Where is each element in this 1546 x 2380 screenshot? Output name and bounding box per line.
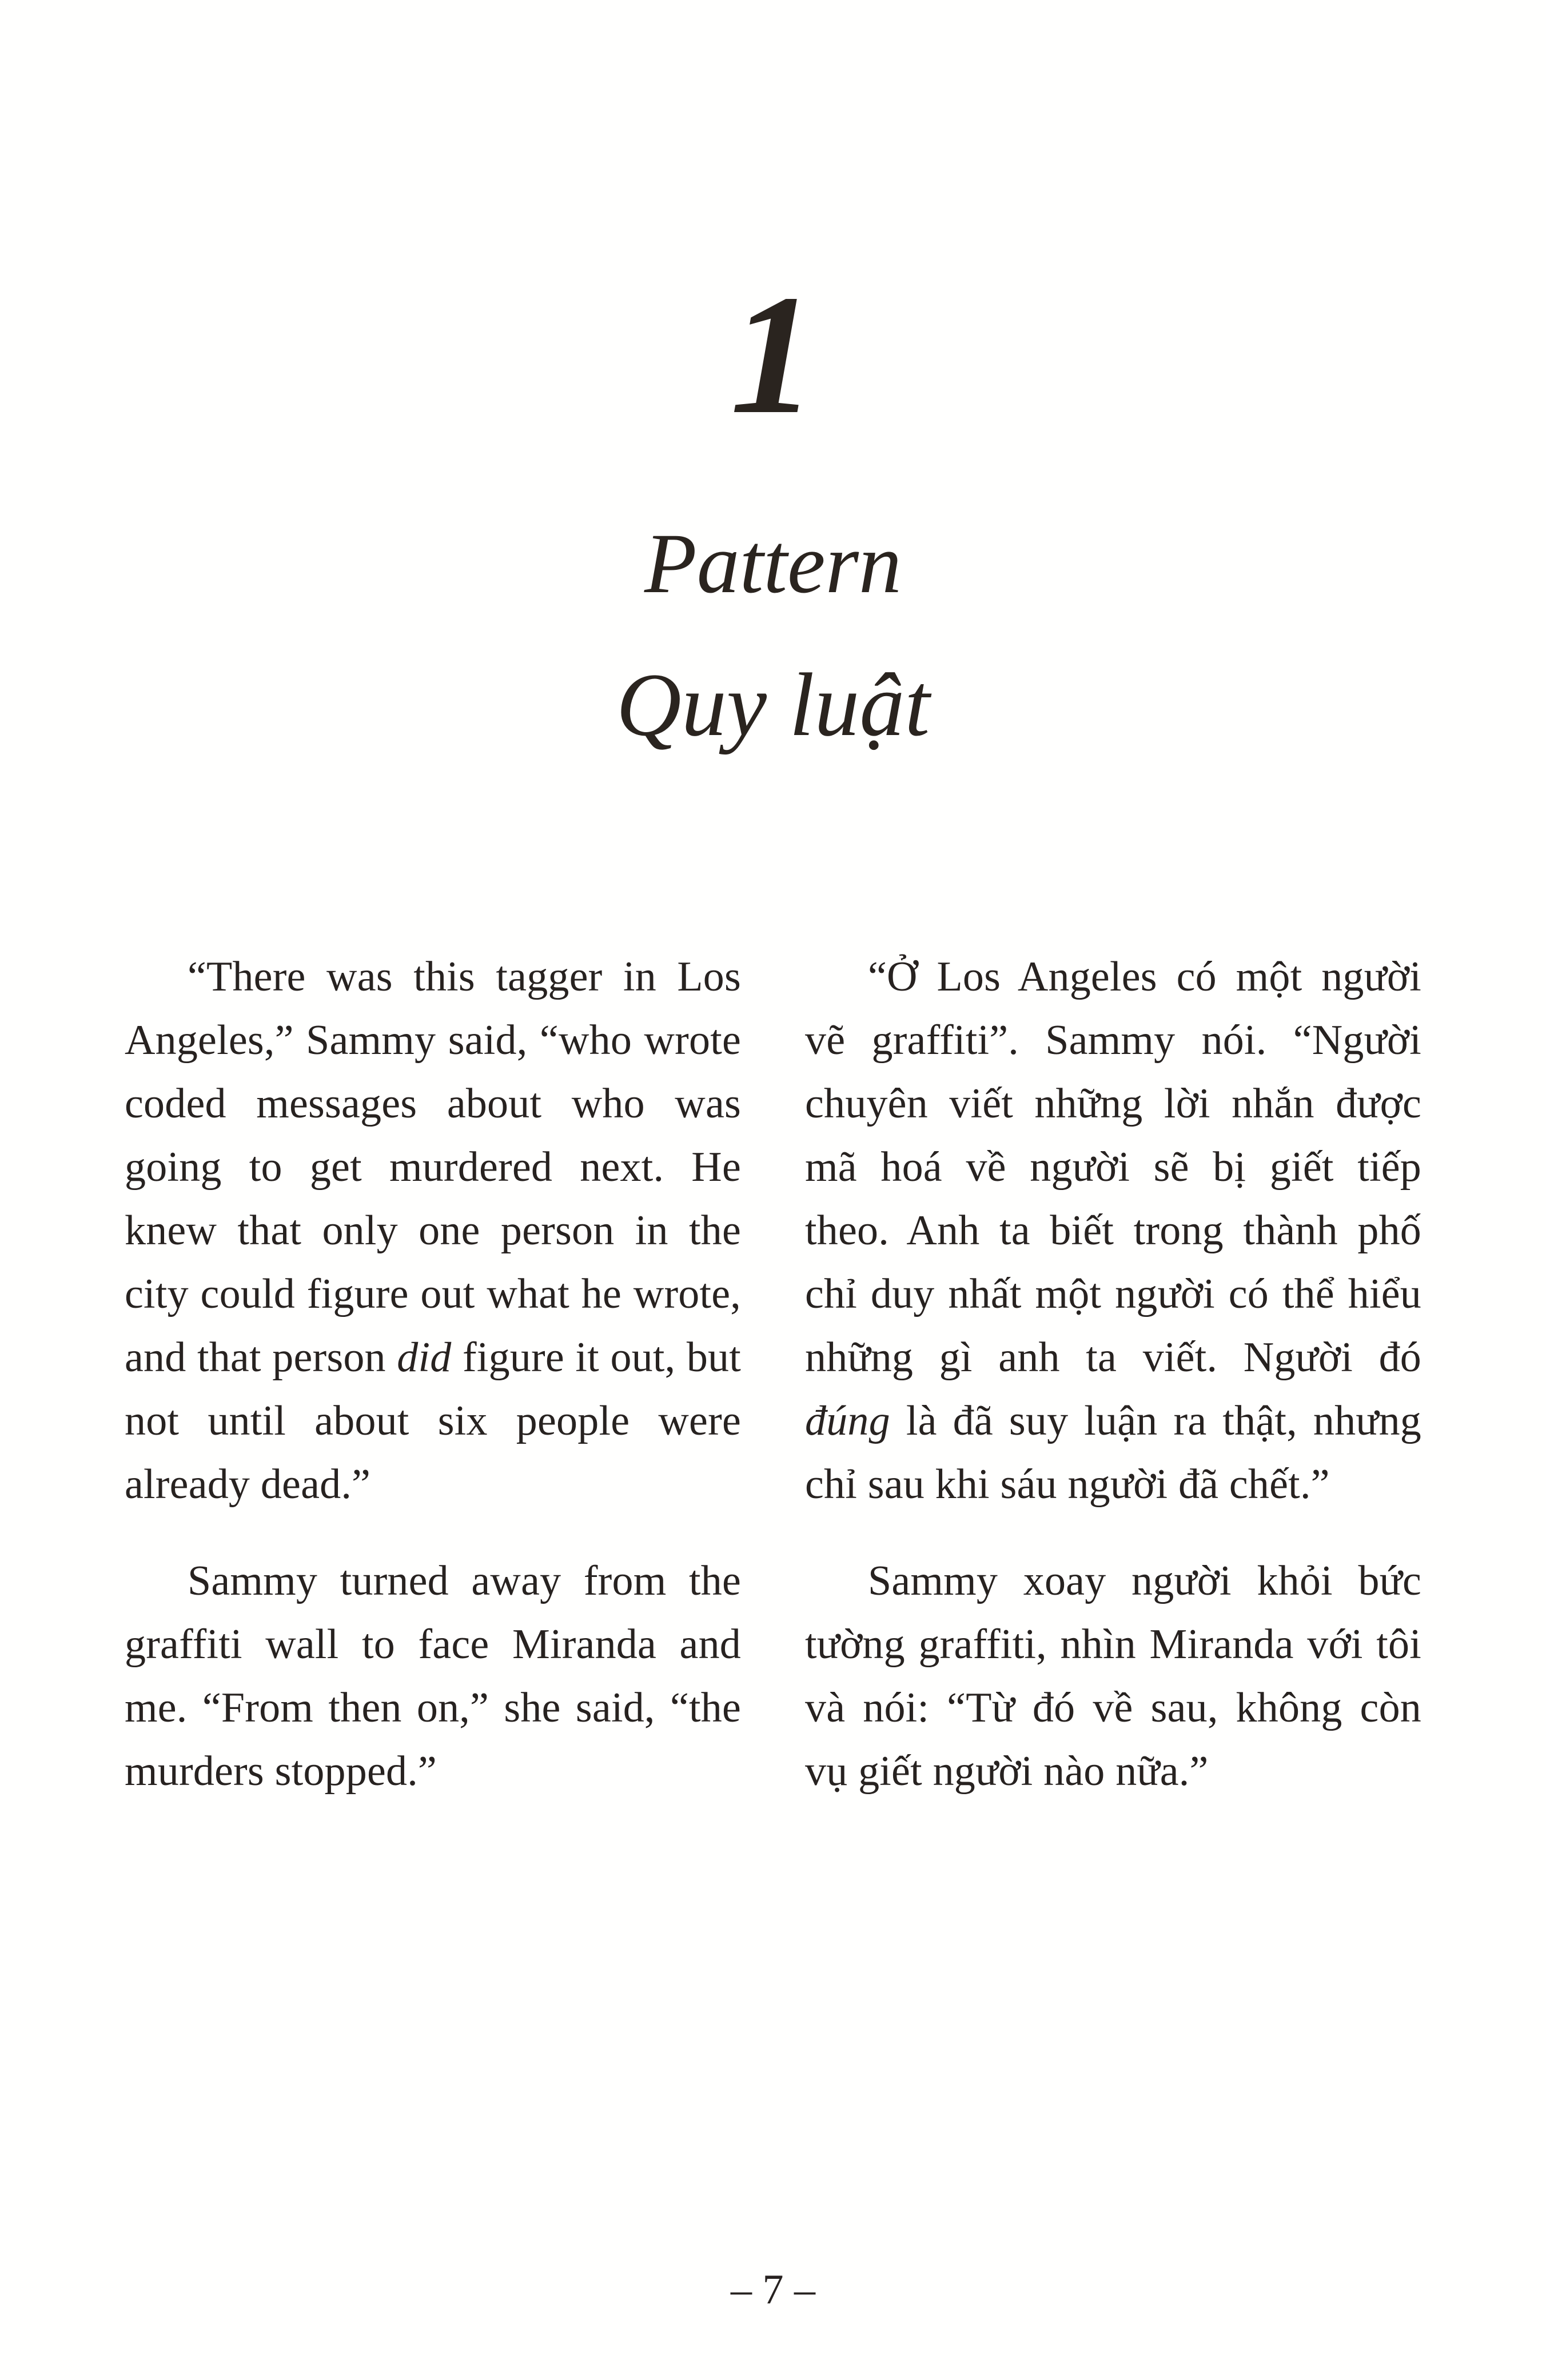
chapter-subtitle: Quy luật xyxy=(616,654,930,755)
emphasized-text: did xyxy=(397,1334,452,1381)
body-text: “There was this tagger in Los Angeles,” Sammy said, “who wrote coded messages about who was going to get murdered next. He knew that only one person in the city could figure out what he wrote, and that person xyxy=(125,953,741,1381)
chapter-header xyxy=(125,259,1421,757)
chapter-title: Pattern xyxy=(644,516,902,611)
paragraph xyxy=(125,1550,741,1803)
paragraph xyxy=(805,945,1421,1516)
english-column xyxy=(125,945,741,1803)
body-text: Sammy xoay người khỏi bức tường graffiti, nhìn Miranda với tôi và nói: “Từ đó về sau, không còn vụ giết người nào nữa.” xyxy=(805,1558,1421,1795)
vietnamese-column xyxy=(805,945,1421,1803)
text-columns xyxy=(125,945,1421,1803)
body-text: “Ở Los Angeles có một người vẽ graffiti”. Sammy nói. “Người chuyên viết những lời nhắn được mã hoá về người sẽ bị giết tiếp theo. Anh ta biết trong thành phố chỉ duy nhất một người có thể hiểu những gì anh ta viết. Người đó xyxy=(805,953,1421,1381)
body-text: figure it out, but not until about six people were already dead.” xyxy=(125,1334,741,1508)
paragraph xyxy=(805,1550,1421,1803)
page-number: – 7 – xyxy=(731,2266,815,2313)
body-text: Sammy turned away from the graffiti wall to face Miranda and me. “From then on,” she said, “the murders stopped.” xyxy=(125,1558,741,1795)
chapter-number: 1 xyxy=(730,259,816,449)
paragraph xyxy=(125,945,741,1516)
body-text: là đã suy luận ra thật, nhưng chỉ sau khi sáu người đã chết.” xyxy=(805,1397,1421,1508)
emphasized-text: đúng xyxy=(805,1397,890,1445)
